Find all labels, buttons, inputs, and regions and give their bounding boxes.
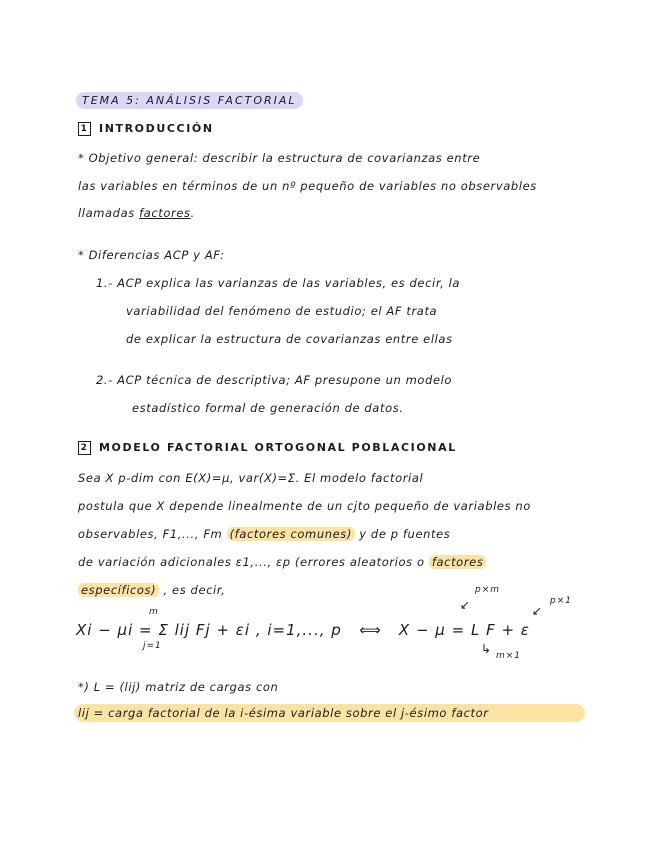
model-formula	[76, 615, 576, 645]
factores-especificos-highlight-b: específicos)	[78, 583, 159, 597]
model-line-2: postula que X depende linealmente de un cjto pequeño de variables no	[78, 499, 531, 513]
section-1-heading	[78, 121, 214, 137]
intro-line-3-start: llamadas	[78, 206, 140, 220]
page-title: TEMA 5: ANÁLISIS FACTORIAL	[76, 92, 303, 109]
dimension-pxm: p×m	[475, 585, 501, 595]
factores-term: factores	[139, 206, 191, 220]
formula-componentwise: Xi − μi = Σ lij Fj + εi , i=1,..., p	[76, 621, 342, 639]
intro-line-3	[78, 204, 195, 222]
model-line-5-end: , es decir,	[159, 583, 226, 597]
arrow-up-right-icon: ↳	[481, 642, 493, 656]
diff-point-1a: 1.- ACP explica las varianzas de las variables, es decir, la	[96, 276, 461, 290]
notes-line-2: lij = carga factorial de la i-ésima variable sobre el j-ésimo factor	[78, 706, 489, 720]
intro-line-2: las variables en términos de un nº pequeño de variables no observables	[78, 179, 537, 193]
model-line-5	[78, 581, 225, 599]
model-line-4-start: de variación adicionales ε1,..., εp (errores aleatorios o	[78, 555, 429, 569]
model-line-3	[78, 525, 450, 543]
section-1-number: 1	[78, 122, 91, 136]
diff-heading: * Diferencias ACP y AF:	[78, 248, 225, 262]
sum-upper-limit: m	[149, 607, 159, 617]
factores-comunes-highlight: (factores comunes)	[227, 527, 355, 541]
model-line-4	[78, 553, 486, 571]
factores-especificos-highlight-a: factores	[429, 555, 487, 569]
diff-point-1c: de explicar la estructura de covarianzas entre ellas	[126, 332, 453, 346]
dimension-mx1: m×1	[496, 651, 522, 661]
intro-line-3-end: .	[190, 206, 195, 220]
arrow-down-left-icon-2: ↙	[532, 604, 544, 618]
notes-line-1: *) L = (lij) matriz de cargas con	[78, 680, 279, 694]
model-line-1: Sea X p-dim con E(X)=μ, var(X)=Σ. El modelo factorial	[78, 471, 424, 485]
section-2-number: 2	[78, 441, 91, 455]
arrow-down-left-icon: ↙	[460, 598, 472, 612]
model-line-3-end: y de p fuentes	[355, 527, 451, 541]
dimension-px1: p×1	[550, 596, 572, 606]
formula-matrix: X − μ = L F + ε	[398, 621, 530, 639]
equivalence-symbol: ⟺	[359, 621, 382, 639]
intro-line-1: * Objetivo general: describir la estructura de covarianzas entre	[78, 151, 481, 165]
section-1-title: INTRODUCCIÓN	[99, 122, 214, 135]
model-line-3-start: observables, F1,..., Fm	[78, 527, 227, 541]
section-2-heading	[78, 440, 457, 456]
sum-lower-limit: j=1	[143, 641, 162, 651]
diff-point-1b: variabilidad del fenómeno de estudio; el AF trata	[126, 304, 438, 318]
section-2-title: MODELO FACTORIAL ORTOGONAL POBLACIONAL	[99, 441, 457, 454]
diff-point-2b: estadístico formal de generación de datos.	[132, 401, 404, 415]
diff-point-2a: 2.- ACP técnica de descriptiva; AF presupone un modelo	[96, 373, 453, 387]
